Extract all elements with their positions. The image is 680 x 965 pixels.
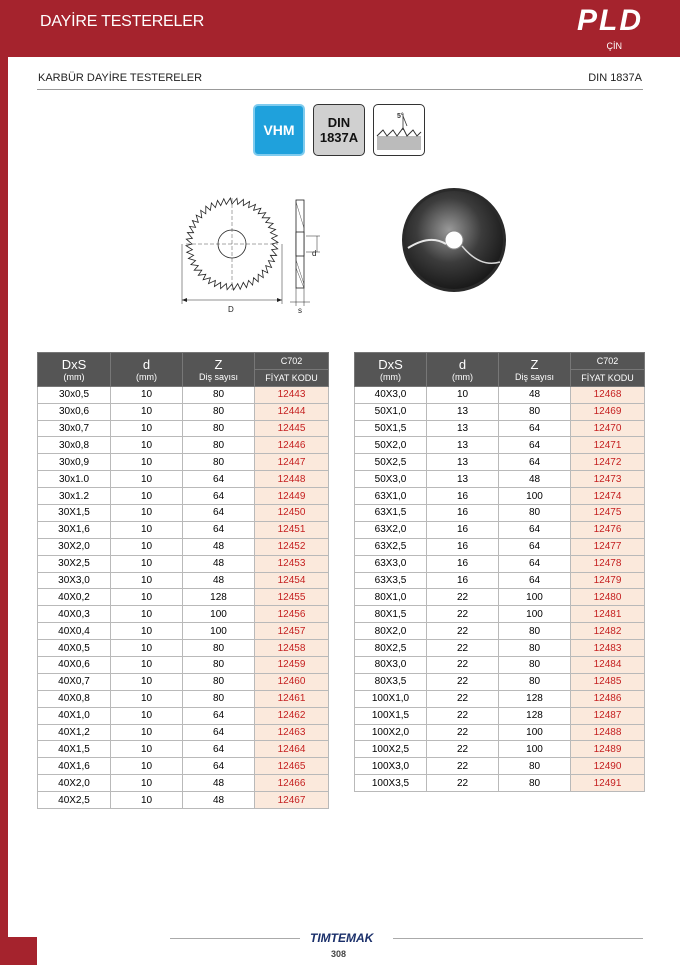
header-bar [0, 0, 680, 57]
cell-dxs: 40X0,3 [38, 606, 111, 623]
cell-z: 64 [499, 555, 571, 572]
cell-d: 22 [427, 758, 499, 775]
cell-z: 128 [183, 589, 255, 606]
cell-fiyat-kodu: 12459 [255, 657, 329, 674]
cell-fiyat-kodu: 12472 [571, 454, 645, 471]
cell-dxs: 40X0,6 [38, 657, 111, 674]
cell-dxs: 80X3,5 [355, 673, 427, 690]
cell-z: 100 [183, 606, 255, 623]
page-title: DAYİRE TESTERELER [40, 13, 205, 30]
cell-fiyat-kodu: 12476 [571, 521, 645, 538]
cell-d: 10 [111, 690, 183, 707]
cell-fiyat-kodu: 12449 [255, 488, 329, 505]
cell-z: 100 [499, 741, 571, 758]
page-number: 308 [331, 949, 347, 959]
table-row [38, 555, 329, 572]
cell-d: 22 [427, 724, 499, 741]
cell-d: 22 [427, 606, 499, 623]
cell-dxs: 80X3,0 [355, 657, 427, 674]
cell-fiyat-kodu: 12444 [255, 403, 329, 420]
cell-d: 16 [427, 488, 499, 505]
table-row [355, 724, 645, 741]
table-row [38, 690, 329, 707]
cell-dxs: 50X1,5 [355, 420, 427, 437]
cell-fiyat-kodu: 12478 [571, 555, 645, 572]
cell-fiyat-kodu: 12482 [571, 623, 645, 640]
cell-d: 22 [427, 623, 499, 640]
cell-z: 48 [183, 775, 255, 792]
table-row [38, 488, 329, 505]
cell-d: 10 [111, 386, 183, 403]
cell-dxs: 40X0,2 [38, 589, 111, 606]
col-header-d [427, 353, 499, 387]
cell-d: 10 [111, 623, 183, 640]
cell-dxs: 30x1.2 [38, 488, 111, 505]
cell-fiyat-kodu: 12491 [571, 775, 645, 792]
cell-d: 10 [111, 707, 183, 724]
table-row [38, 640, 329, 657]
cell-z: 64 [183, 521, 255, 538]
saw-tooth-angle-icon [373, 104, 425, 156]
cell-dxs: 63X2,0 [355, 521, 427, 538]
cell-d: 10 [111, 792, 183, 809]
cell-z: 80 [183, 673, 255, 690]
table-row [355, 420, 645, 437]
cell-d: 10 [111, 775, 183, 792]
cell-z: 80 [183, 386, 255, 403]
table-row [38, 657, 329, 674]
table-row [38, 471, 329, 488]
col-header-d [111, 353, 183, 387]
col-dxs-unit: (mm) [380, 371, 401, 382]
svg-text:5°: 5° [397, 113, 404, 120]
cell-fiyat-kodu: 12477 [571, 538, 645, 555]
cell-dxs: 40X1,6 [38, 758, 111, 775]
col-z-unit: Diş sayısı [198, 371, 238, 382]
cell-dxs: 80X2,0 [355, 623, 427, 640]
table-row [38, 623, 329, 640]
table-row [355, 488, 645, 505]
cell-fiyat-kodu: 12458 [255, 640, 329, 657]
cell-z: 64 [499, 454, 571, 471]
cell-fiyat-kodu: 12488 [571, 724, 645, 741]
din-badge-line2: 1837A [319, 130, 359, 145]
col-group-c702: C702 [255, 353, 329, 370]
table-row [355, 403, 645, 420]
cell-fiyat-kodu: 12445 [255, 420, 329, 437]
cell-z: 64 [499, 437, 571, 454]
divider [37, 89, 643, 90]
col-header-dxs [38, 353, 111, 387]
table-row [38, 505, 329, 522]
cell-z: 64 [499, 572, 571, 589]
cell-d: 10 [111, 741, 183, 758]
cell-z: 128 [499, 707, 571, 724]
table-row [355, 758, 645, 775]
cell-dxs: 30x0,8 [38, 437, 111, 454]
cell-fiyat-kodu: 12448 [255, 471, 329, 488]
cell-d: 10 [111, 538, 183, 555]
cell-dxs: 30x1.0 [38, 471, 111, 488]
table-row [38, 437, 329, 454]
cell-dxs: 63X1,5 [355, 505, 427, 522]
cell-d: 13 [427, 437, 499, 454]
table-row [355, 386, 645, 403]
cell-d: 10 [111, 606, 183, 623]
cell-d: 10 [111, 724, 183, 741]
cell-d: 10 [111, 505, 183, 522]
cell-fiyat-kodu: 12466 [255, 775, 329, 792]
saw-blade-photo [400, 186, 508, 294]
cell-z: 64 [183, 707, 255, 724]
cell-d: 10 [111, 640, 183, 657]
cell-z: 100 [499, 606, 571, 623]
cell-d: 22 [427, 640, 499, 657]
cell-dxs: 50X2,0 [355, 437, 427, 454]
cell-z: 80 [499, 403, 571, 420]
table-row [355, 521, 645, 538]
cell-dxs: 30x0,9 [38, 454, 111, 471]
cell-dxs: 100X3,5 [355, 775, 427, 792]
cell-z: 100 [499, 724, 571, 741]
cell-z: 48 [183, 572, 255, 589]
cell-dxs: 100X3,0 [355, 758, 427, 775]
cell-d: 16 [427, 505, 499, 522]
cell-fiyat-kodu: 12454 [255, 572, 329, 589]
cell-fiyat-kodu: 12480 [571, 589, 645, 606]
cell-d: 13 [427, 420, 499, 437]
cell-z: 48 [499, 386, 571, 403]
cell-dxs: 80X1,0 [355, 589, 427, 606]
cell-fiyat-kodu: 12446 [255, 437, 329, 454]
table-row [355, 741, 645, 758]
cell-fiyat-kodu: 12456 [255, 606, 329, 623]
cell-fiyat-kodu: 12452 [255, 538, 329, 555]
col-d-label: d [458, 356, 467, 372]
table-row [38, 792, 329, 809]
dia-label-s: s [298, 306, 302, 315]
vhm-badge: VHM [253, 104, 305, 156]
cell-dxs: 80X2,5 [355, 640, 427, 657]
table-row [38, 454, 329, 471]
cell-fiyat-kodu: 12484 [571, 657, 645, 674]
cell-z: 100 [499, 589, 571, 606]
table-row [355, 454, 645, 471]
table-row [355, 589, 645, 606]
cell-fiyat-kodu: 12479 [571, 572, 645, 589]
cell-d: 13 [427, 454, 499, 471]
cell-fiyat-kodu: 12457 [255, 623, 329, 640]
cell-fiyat-kodu: 12467 [255, 792, 329, 809]
col-d-unit: (mm) [452, 371, 473, 382]
cell-z: 64 [183, 488, 255, 505]
cell-z: 80 [499, 673, 571, 690]
cell-fiyat-kodu: 12462 [255, 707, 329, 724]
cell-dxs: 40X2,0 [38, 775, 111, 792]
cell-d: 22 [427, 775, 499, 792]
table-row [38, 606, 329, 623]
col-d-label: d [142, 356, 151, 372]
table-row [355, 623, 645, 640]
table-row [355, 555, 645, 572]
cell-dxs: 30X1,5 [38, 505, 111, 522]
footer-line-right [393, 938, 643, 939]
cell-z: 64 [183, 724, 255, 741]
table-row [355, 505, 645, 522]
table-row [355, 471, 645, 488]
cell-d: 16 [427, 538, 499, 555]
cell-fiyat-kodu: 12481 [571, 606, 645, 623]
table-row [355, 657, 645, 674]
cell-z: 64 [499, 420, 571, 437]
cell-fiyat-kodu: 12451 [255, 521, 329, 538]
cell-d: 10 [111, 572, 183, 589]
cell-fiyat-kodu: 12483 [571, 640, 645, 657]
cell-d: 22 [427, 741, 499, 758]
cell-z: 64 [183, 471, 255, 488]
cell-d: 13 [427, 403, 499, 420]
cell-d: 10 [111, 657, 183, 674]
cell-fiyat-kodu: 12486 [571, 690, 645, 707]
col-dxs-label: DxS [378, 356, 403, 372]
cell-fiyat-kodu: 12443 [255, 386, 329, 403]
cell-fiyat-kodu: 12463 [255, 724, 329, 741]
cell-z: 80 [183, 437, 255, 454]
cell-z: 80 [183, 640, 255, 657]
table-row [38, 707, 329, 724]
cell-d: 10 [111, 673, 183, 690]
table-row [38, 724, 329, 741]
cell-dxs: 50X1,0 [355, 403, 427, 420]
footer-line-left [170, 938, 300, 939]
cell-fiyat-kodu: 12464 [255, 741, 329, 758]
table-row [355, 673, 645, 690]
side-stripe-bottom [0, 937, 37, 965]
brand-logo: PLD [577, 4, 643, 37]
col-header-fiyat-kodu: FİYAT KODU [571, 369, 645, 386]
cell-z: 48 [183, 792, 255, 809]
cell-dxs: 30X2,0 [38, 538, 111, 555]
cell-z: 80 [499, 623, 571, 640]
col-z-label: Z [530, 356, 539, 372]
dia-label-D: D [228, 305, 234, 314]
cell-z: 80 [183, 690, 255, 707]
cell-fiyat-kodu: 12487 [571, 707, 645, 724]
cell-dxs: 63X1,0 [355, 488, 427, 505]
cell-dxs: 63X3,5 [355, 572, 427, 589]
cell-dxs: 30x0,7 [38, 420, 111, 437]
cell-d: 10 [111, 454, 183, 471]
cell-d: 22 [427, 690, 499, 707]
table-row [355, 640, 645, 657]
cell-fiyat-kodu: 12468 [571, 386, 645, 403]
cell-fiyat-kodu: 12485 [571, 673, 645, 690]
table-row [355, 690, 645, 707]
cell-z: 80 [499, 657, 571, 674]
cell-d: 16 [427, 555, 499, 572]
saw-dimension-diagram [172, 188, 332, 316]
table-row [355, 775, 645, 792]
col-dxs-unit: (mm) [63, 371, 85, 382]
cell-fiyat-kodu: 12475 [571, 505, 645, 522]
cell-d: 10 [111, 758, 183, 775]
col-header-dxs [355, 353, 427, 387]
cell-d: 10 [111, 521, 183, 538]
cell-z: 80 [183, 403, 255, 420]
table-row [38, 521, 329, 538]
table-row [38, 572, 329, 589]
cell-z: 64 [499, 521, 571, 538]
cell-dxs: 100X1,0 [355, 690, 427, 707]
cell-dxs: 50X2,5 [355, 454, 427, 471]
cell-z: 64 [183, 758, 255, 775]
cell-z: 80 [499, 505, 571, 522]
col-dxs-label: DxS [61, 356, 87, 372]
cell-z: 48 [499, 471, 571, 488]
cell-z: 48 [183, 555, 255, 572]
cell-fiyat-kodu: 12455 [255, 589, 329, 606]
standard-label: DIN 1837A [588, 72, 642, 84]
cell-z: 100 [183, 623, 255, 640]
cell-z: 64 [183, 505, 255, 522]
cell-z: 48 [183, 538, 255, 555]
table-row [38, 589, 329, 606]
table-row [38, 741, 329, 758]
cell-d: 10 [111, 437, 183, 454]
table-row [38, 403, 329, 420]
cell-dxs: 100X1,5 [355, 707, 427, 724]
cell-dxs: 30X2,5 [38, 555, 111, 572]
table-row [355, 572, 645, 589]
cell-d: 10 [111, 589, 183, 606]
cell-dxs: 40X0,4 [38, 623, 111, 640]
dia-label-d: d [312, 249, 317, 258]
price-table-left [37, 352, 329, 809]
cell-dxs: 30x0,6 [38, 403, 111, 420]
cell-z: 80 [183, 420, 255, 437]
cell-fiyat-kodu: 12447 [255, 454, 329, 471]
cell-z: 80 [499, 640, 571, 657]
cell-fiyat-kodu: 12465 [255, 758, 329, 775]
cell-d: 22 [427, 657, 499, 674]
cell-fiyat-kodu: 12453 [255, 555, 329, 572]
cell-z: 100 [499, 488, 571, 505]
col-header-z [183, 353, 255, 387]
table-row [38, 386, 329, 403]
cell-z: 80 [499, 775, 571, 792]
section-title: KARBÜR DAYİRE TESTERELER [38, 72, 203, 84]
cell-dxs: 50X3,0 [355, 471, 427, 488]
cell-z: 64 [499, 538, 571, 555]
cell-z: 128 [499, 690, 571, 707]
cell-dxs: 40X2,5 [38, 792, 111, 809]
cell-dxs: 30X1,6 [38, 521, 111, 538]
cell-fiyat-kodu: 12461 [255, 690, 329, 707]
col-header-fiyat-kodu: FİYAT KODU [255, 369, 329, 386]
table-row [38, 420, 329, 437]
cell-d: 22 [427, 673, 499, 690]
footer-logo: TIMTEMAK [310, 931, 374, 945]
cell-d: 13 [427, 471, 499, 488]
cell-dxs: 40X3,0 [355, 386, 427, 403]
cell-dxs: 100X2,5 [355, 741, 427, 758]
cell-d: 10 [111, 420, 183, 437]
table-row [355, 606, 645, 623]
cell-dxs: 40X1,0 [38, 707, 111, 724]
cell-fiyat-kodu: 12489 [571, 741, 645, 758]
col-d-unit: (mm) [136, 371, 157, 382]
cell-dxs: 30x0,5 [38, 386, 111, 403]
cell-z: 80 [183, 454, 255, 471]
col-z-unit: Diş sayısı [514, 371, 554, 382]
cell-z: 64 [183, 741, 255, 758]
cell-d: 10 [111, 403, 183, 420]
cell-fiyat-kodu: 12469 [571, 403, 645, 420]
table-row [38, 538, 329, 555]
cell-dxs: 63X2,5 [355, 538, 427, 555]
cell-dxs: 80X1,5 [355, 606, 427, 623]
cell-d: 10 [111, 555, 183, 572]
table-row [38, 775, 329, 792]
cell-dxs: 30X3,0 [38, 572, 111, 589]
table-row [355, 707, 645, 724]
table-row [355, 437, 645, 454]
cell-dxs: 40X0,5 [38, 640, 111, 657]
table-row [355, 538, 645, 555]
cell-fiyat-kodu: 12460 [255, 673, 329, 690]
cell-fiyat-kodu: 12470 [571, 420, 645, 437]
cell-d: 22 [427, 707, 499, 724]
cell-d: 10 [111, 488, 183, 505]
price-table-right [354, 352, 645, 792]
cell-dxs: 40X0,7 [38, 673, 111, 690]
cell-z: 80 [499, 758, 571, 775]
brand-origin: ÇİN [606, 41, 622, 51]
table-row [38, 673, 329, 690]
cell-fiyat-kodu: 12473 [571, 471, 645, 488]
side-stripe [0, 57, 8, 965]
cell-d: 16 [427, 572, 499, 589]
cell-d: 10 [427, 386, 499, 403]
cell-dxs: 100X2,0 [355, 724, 427, 741]
cell-dxs: 40X1,2 [38, 724, 111, 741]
cell-fiyat-kodu: 12471 [571, 437, 645, 454]
cell-d: 16 [427, 521, 499, 538]
cell-dxs: 40X1,5 [38, 741, 111, 758]
cell-dxs: 63X3,0 [355, 555, 427, 572]
cell-fiyat-kodu: 12474 [571, 488, 645, 505]
cell-fiyat-kodu: 12450 [255, 505, 329, 522]
cell-fiyat-kodu: 12490 [571, 758, 645, 775]
cell-dxs: 40X0,8 [38, 690, 111, 707]
table-row [38, 758, 329, 775]
cell-d: 22 [427, 589, 499, 606]
cell-d: 10 [111, 471, 183, 488]
col-group-c702: C702 [571, 353, 645, 370]
cell-z: 80 [183, 657, 255, 674]
col-header-z [499, 353, 571, 387]
din-badge [313, 104, 365, 156]
col-z-label: Z [214, 356, 223, 372]
din-badge-line1: DIN [327, 115, 351, 130]
